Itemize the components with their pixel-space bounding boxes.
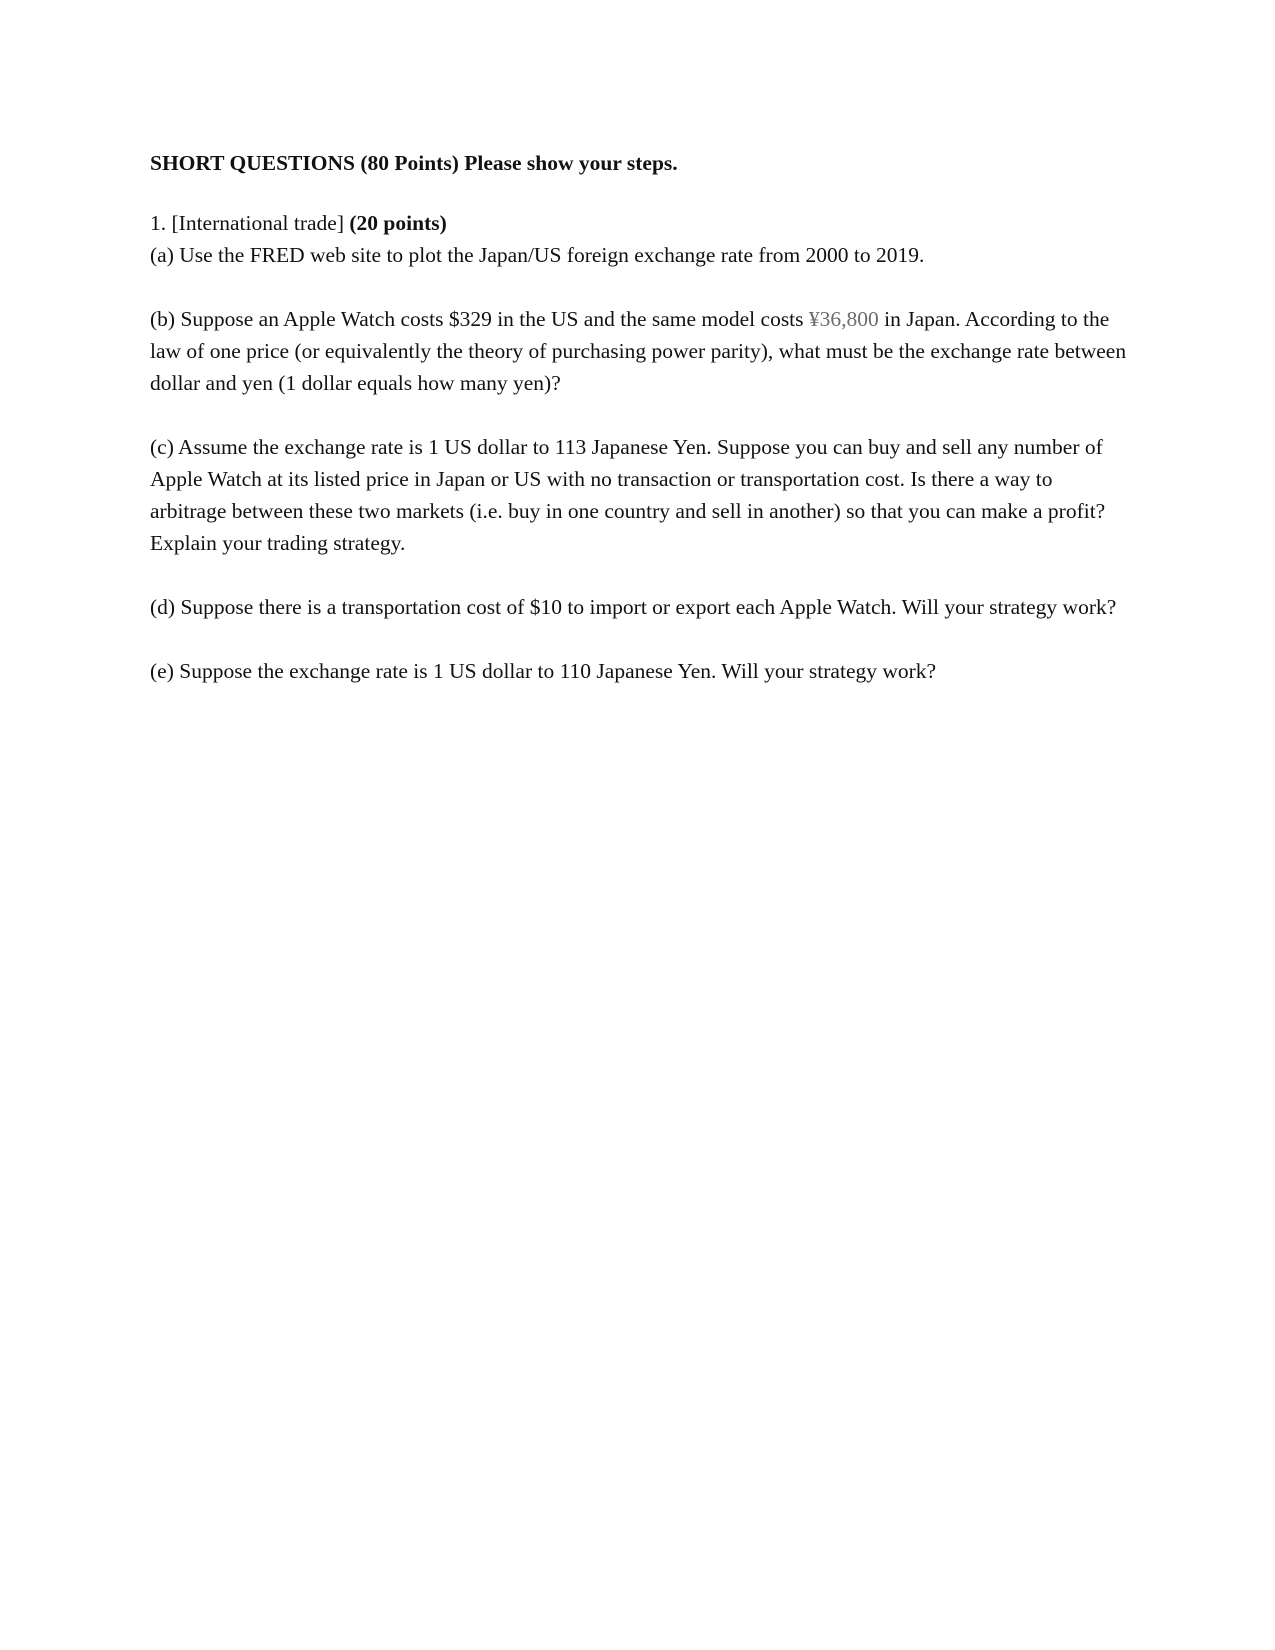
- question-1-part-e: (e) Suppose the exchange rate is 1 US dollar to 110 Japanese Yen. Will your strategy work?: [150, 659, 937, 683]
- part-b-text-before: (b) Suppose an Apple Watch costs $329 in the US and the same model costs: [150, 307, 809, 331]
- question-1-title: [150, 207, 1130, 239]
- question-1-prefix: 1. [International trade]: [150, 211, 350, 235]
- question-1-points: (20 points): [349, 211, 447, 235]
- question-1-part-d: (d) Suppose there is a transportation cost of $10 to import or export each Apple Watch. Will your strategy work?: [150, 595, 1117, 619]
- section-heading: SHORT QUESTIONS (80 Points) Please show your steps.: [150, 151, 678, 175]
- question-1-part-a: (a) Use the FRED web site to plot the Japan/US foreign exchange rate from 2000 to 2019.: [150, 243, 925, 267]
- question-1-part-b: [150, 303, 1130, 399]
- question-1-part-c: (c) Assume the exchange rate is 1 US dollar to 113 Japanese Yen. Suppose you can buy and sell any number of Apple Watch at its listed price in Japan or US with no transaction or transportation cost. Is there a way to arbitrage between these two markets (i.e. buy in one country and sell in another) so that you can make a profit? Explain your trading strategy.: [150, 435, 1106, 555]
- part-b-text-after: in Japan. According to the law of one price (or equivalently the theory of purchasing power parity), what must be the exchange rate between dollar and yen (1 dollar equals how many yen)?: [150, 307, 1127, 395]
- part-b-yen-price: ¥36,800: [808, 307, 879, 331]
- document-page: [150, 147, 1130, 687]
